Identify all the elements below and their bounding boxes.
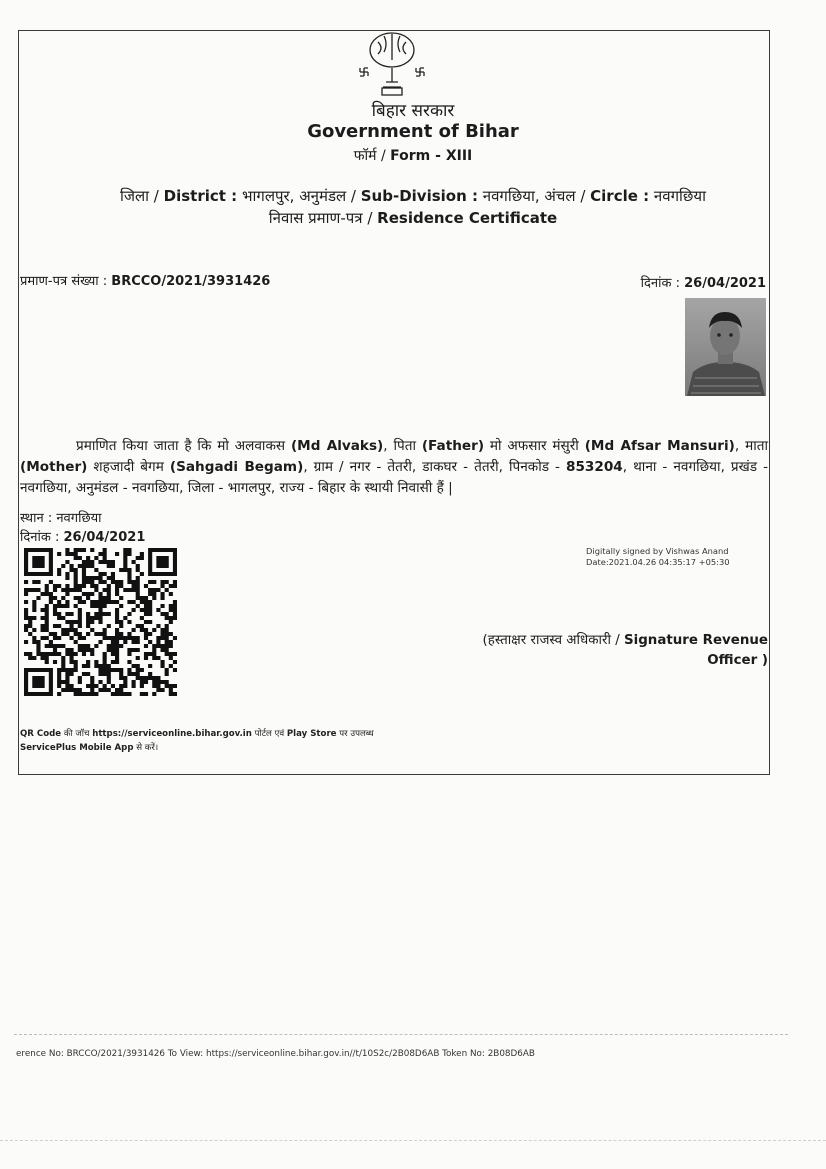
qr-code[interactable]: [24, 548, 177, 696]
bihar-emblem-icon: [356, 30, 428, 96]
scan-edge: [0, 1140, 826, 1141]
subdivision-value: नवगछिया, अंचल /: [482, 187, 586, 205]
form-label-hindi: फॉर्म /: [353, 148, 386, 164]
form-label-english: Form - XIII: [390, 148, 473, 164]
mother-label: (Mother): [20, 459, 88, 475]
qr-note-portal-link[interactable]: https://serviceonline.bihar.gov.in: [92, 729, 252, 739]
government-name-hindi: बिहार सरकार: [371, 101, 455, 121]
qr-note-app: ServicePlus Mobile App: [20, 743, 134, 753]
qr-note-qr: QR Code: [20, 729, 62, 739]
circle-label: Circle :: [590, 187, 650, 205]
certificate-number-value: BRCCO/2021/3931426: [111, 274, 271, 289]
applicant-photo: [685, 298, 766, 396]
certificate-number-label: प्रमाण-पत्र संख्या :: [20, 274, 108, 289]
body-segment: , ग्राम / नगर - तेतरी, डाकघर - तेतरी, पिनकोड -: [303, 459, 566, 475]
issue-date-value: 26/04/2021: [684, 276, 766, 291]
qr-note-text: पोर्टल एवं: [251, 729, 287, 739]
certificate-title: [0, 208, 826, 228]
circle-value: नवगछिया: [653, 187, 707, 205]
body-segment: मो अफसार मंसुरी: [484, 438, 585, 454]
applicant-name: (Md Alvaks): [290, 438, 384, 454]
district-value: भागलपुर, अनुमंडल /: [241, 187, 356, 205]
signatory-english-cont: Officer ): [707, 653, 768, 668]
place-label: स्थान :: [20, 511, 53, 526]
certificate-number: [20, 271, 270, 289]
signatory-hindi: (हस्ताक्षर राजस्व अधिकारी /: [482, 633, 620, 648]
digital-signature: [586, 546, 730, 568]
body-segment: , पिता: [383, 438, 422, 454]
father-label: (Father): [421, 438, 485, 454]
body-segment: , माता: [734, 438, 768, 454]
subdivision-label: Sub-Division :: [360, 187, 478, 205]
location-line: [0, 186, 826, 206]
father-name: (Md Afsar Mansuri): [584, 438, 735, 454]
place-date: [20, 527, 145, 545]
qr-verification-note: [20, 727, 374, 755]
place: [20, 508, 102, 526]
qr-note-text: की जॉच: [61, 729, 93, 739]
form-number: [0, 146, 826, 165]
body-segment: प्रमाणित किया जाता है कि मो अलवाकस: [76, 438, 291, 454]
body-segment: शहजादी बेगम: [87, 459, 170, 475]
digital-signature-signer: Digitally signed by Vishwas Anand: [586, 546, 729, 556]
place-date-value: 26/04/2021: [63, 530, 146, 545]
certificate-title-hindi: निवास प्रमाण-पत्र /: [268, 209, 373, 227]
signatory-english: Signature Revenue: [623, 633, 768, 648]
mother-name: (Sahgadi Begam): [169, 459, 304, 475]
qr-note-text: पर उपलब्ध: [336, 729, 374, 739]
issue-date-label: दिनांक :: [640, 276, 680, 291]
district-label: District :: [163, 187, 238, 205]
district-label-hindi: जिला /: [119, 187, 159, 205]
place-value: नवगछिया: [56, 511, 102, 526]
footer-divider: [14, 1034, 788, 1035]
digital-signature-date: Date:2021.04.26 04:35:17 +05:30: [586, 557, 730, 567]
qr-note-text: से करें।: [133, 743, 159, 753]
qr-note-play-store: Play Store: [286, 729, 337, 739]
body-segment: , थाना - नवगछिया, प्रखंड - नवगछिया, अनुमंडल - नवगछिया, जिला - भागलपुर, राज्य - बिहार के स्थायी निवासी हैं |: [20, 459, 768, 496]
signatory: [468, 631, 768, 671]
certificate-body: [20, 436, 768, 499]
certificate-title-english: Residence Certificate: [377, 209, 558, 227]
footer-reference: erence No: BRCCO/2021/3931426 To View: https://serviceonline.bihar.gov.in//t/10S2c/2B08D6AB Token No: 2B08D6AB: [16, 1049, 535, 1059]
pincode: 853204: [566, 459, 623, 475]
place-date-label: दिनांक :: [20, 530, 60, 545]
government-name-english: Government of Bihar: [307, 121, 519, 142]
issue-date: [641, 273, 766, 291]
